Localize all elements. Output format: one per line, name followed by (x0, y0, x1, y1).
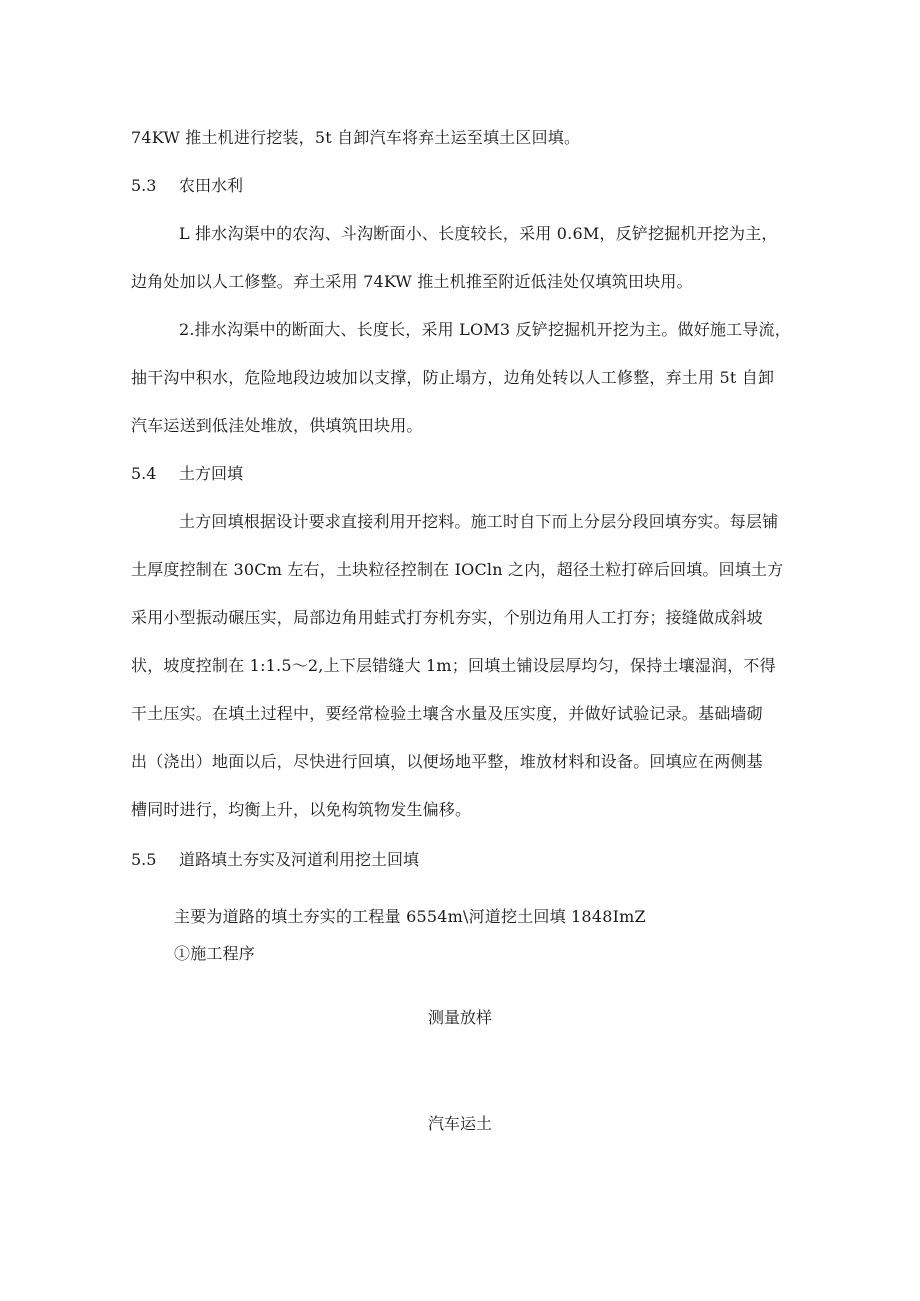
section-title: 土方回填 (179, 464, 244, 483)
text-line: 出（浇出）地面以后，尽快进行回填，以便场地平整，堆放材料和设备。回填应在两侧基 (131, 752, 763, 771)
text-line: 74KW 推土机进行挖装，5t 自卸汽车将弃土运至填土区回填。 (131, 128, 581, 147)
section-title: 农田水利 (179, 176, 244, 195)
text-line: 边角处加以人工修整。弃土采用 74KW 推土机推至附近低洼处仅填筑田块用。 (131, 272, 693, 291)
section-title: 道路填土夯实及河道利用挖土回填 (179, 850, 420, 869)
text-line: 采用小型振动碾压实，局部边角用蛙式打夯机夯实，个别边角用人工打夯；接缝做成斜坡 (131, 608, 763, 627)
text-line: 干土压实。在填土过程中，要经常检验土壤含水量及压实度，并做好试验记录。基础墙砌 (131, 704, 763, 723)
text-line: 土厚度控制在 30Cm 左右，土块粒径控制在 IOCln 之内，超径土粒打碎后回填。回填土方 (131, 560, 784, 579)
flow-step-survey: 测量放样 (427, 1008, 492, 1027)
text-line: 主要为道路的填土夯实的工程量 6554m\河道挖土回填 1848ImZ (174, 907, 646, 926)
text-line: 状，坡度控制在 1:1.5～2,上下层错缝大 1m；回填土铺设层厚均匀，保持土壤湿润，不得 (131, 656, 776, 675)
section-number: 5.4 (131, 464, 157, 483)
text-line: 抽干沟中积水，危险地段边坡加以支撑，防止塌方，边角处转以人工修整，弃土用 5t 自卸 (131, 368, 775, 387)
text-line: 2.排水沟渠中的断面大、长度长，采用 LOM3 反铲挖掘机开挖为主。做好施工导流， (179, 320, 791, 339)
text-line: 土方回填根据设计要求直接利用开挖料。施工时自下而上分层分段回填夯实。每层铺 (179, 512, 779, 531)
section-number: 5.3 (131, 176, 157, 195)
text-line: ①施工程序 (174, 944, 256, 963)
text-line: 槽同时进行，均衡上升，以免构筑物发生偏移。 (131, 800, 472, 819)
flow-step-truck-soil: 汽车运土 (427, 1114, 492, 1133)
section-heading-5-5 (131, 850, 419, 870)
text-line: 汽车运送到低洼处堆放，供填筑田块用。 (131, 416, 423, 435)
section-heading-5-4 (131, 464, 243, 484)
section-heading-5-3 (131, 176, 243, 196)
text-line: L 排水沟渠中的农沟、斗沟断面小、长度较长，采用 0.6M，反铲挖掘机开挖为主， (179, 224, 778, 243)
section-number: 5.5 (131, 850, 157, 869)
